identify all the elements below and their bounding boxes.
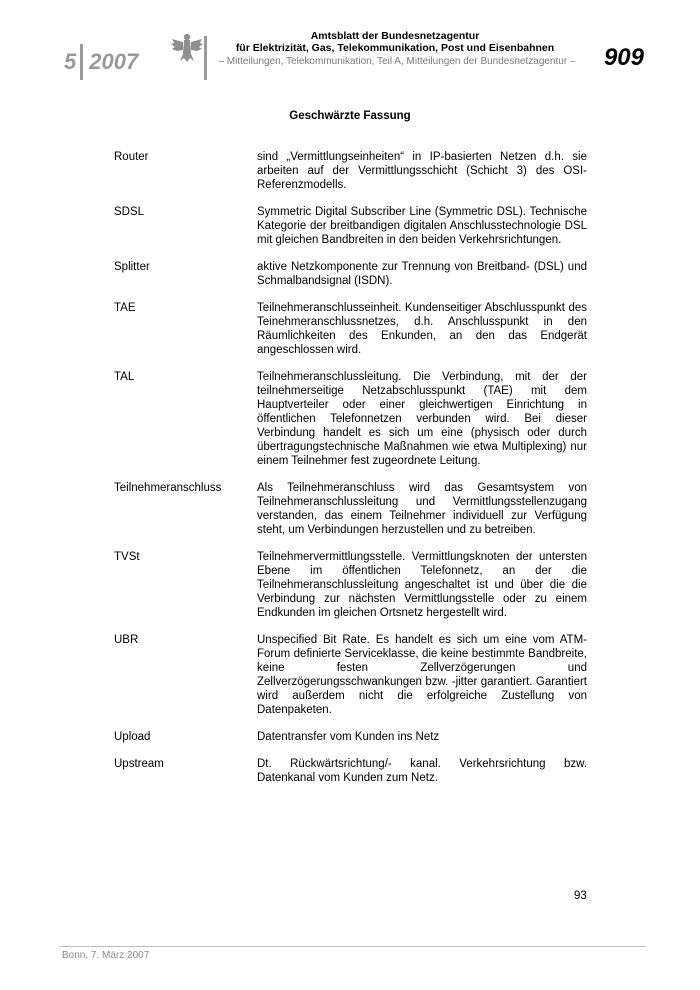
glossary-entry (114, 633, 590, 717)
glossary-definition: Teilnehmervermittlungsstelle. Vermittlungsknoten der untersten Ebene im öffentlichen Telefonnetz, an der die Teilnehmeranschlussleitung angeschaltet ist und über die die Verbindung zur nächsten Vermittlungsstelle oder zu einem Endkunden im gleichen Ortsnetz hergestellt wird. (257, 551, 587, 619)
glossary-definition: Dt. Rückwärtsrichtung/- kanal. Verkehrsrichtung bzw. Datenkanal vom Kunden zum Netz. (257, 758, 587, 784)
footer-place-date: Bonn, 7. März 2007 (62, 950, 150, 961)
federal-eagle-icon (170, 30, 204, 64)
glossary-definition: sind „Vermittlungseinheiten“ in IP-basierten Netzen d.h. sie arbeiten auf der Vermittlungsschicht (Schicht 3) des OSI-Referenzmodells. (257, 151, 587, 191)
issue-label (64, 44, 138, 80)
glossary-definition: Als Teilnehmeranschluss wird das Gesamtsystem von Teilnehmeranschlussleitung und Vermittlungsstellenzugang verstanden, das einem Teilnehmer individuell zur Verfügung steht, um Verbindungen herzustellen und zu betreiben. (257, 482, 587, 536)
journal-subject: für Elektrizität, Gas, Telekommunikation, Post und Eisenbahnen (235, 42, 555, 54)
glossary-term: Teilnehmeranschluss (114, 482, 222, 494)
glossary-definition: aktive Netzkomponente zur Trennung von Breitband- (DSL) und Schmalbandsignal (ISDN). (257, 261, 587, 287)
glossary-term: TAE (114, 302, 136, 314)
glossary-list (114, 150, 590, 798)
glossary-entry (114, 150, 590, 192)
journal-page-number: 909 (603, 44, 644, 71)
glossary-entry (114, 757, 590, 785)
glossary-definition: Teilnehmeranschlussleitung. Die Verbindung, mit der der teilnehmerseitige Netzabschlusspunkt (TAE) mit dem Hauptverteiler oder einer gleichwertigen Einrichtung in öffentlichen Telefonnetzen verbunden wird. Bei dieser Verbindung handelt es sich um eine (physisch oder durch übertragungstechnische Maßnahmen wie etwa Multiplexing) nur einem Teilnehmer fest zugeordnete Leitung. (257, 371, 587, 467)
journal-title: Amtsblatt der Bundesnetzagentur (310, 30, 480, 42)
glossary-term: UBR (114, 634, 139, 646)
issue-number: 5 (64, 49, 77, 74)
glossary-definition: Unspecified Bit Rate. Es handelt es sich um eine vom ATM-Forum definierte Serviceklasse, die keine bestimmte Bandbreite, keine festen Zellverzögerungen und Zellverzögerungsschwankungen bzw. -jitter garantiert. Garantiert wird außerdem nicht die erfolgreiche Zustellung von Datenpaketen. (257, 634, 587, 716)
glossary-entry (114, 260, 590, 288)
glossary-entry (114, 550, 590, 620)
glossary-term: Router (114, 151, 149, 163)
issue-year: 2007 (89, 49, 139, 74)
journal-section: – Mitteilungen, Telekommunikation, Teil A, Mitteilungen der Bundesnetzagentur – (218, 56, 576, 67)
glossary-entry (114, 301, 590, 357)
document-page-number: 93 (574, 890, 587, 902)
glossary-entry (114, 370, 590, 468)
glossary-term: Upstream (114, 758, 164, 770)
glossary-definition: Symmetric Digital Subscriber Line (Symmetric DSL). Technische Kategorie der breitbandigen digitalen Anschlusstechnologie DSL mit gleichen Bandbreiten in den beiden Verkehrsrichtungen. (257, 206, 587, 246)
glossary-definition: Teilnehmeranschlusseinheit. Kundenseitiger Abschlusspunkt des Teinehmeranschlussnetzes, d.h. Anschlusspunkt in den Räumlichkeiten des Enkunden, an den das Endgerät angeschlossen wird. (257, 302, 587, 356)
glossary-term: Upload (114, 731, 151, 743)
glossary-term: TVSt (114, 551, 140, 563)
glossary-term: TAL (114, 371, 135, 383)
glossary-definition: Datentransfer vom Kunden ins Netz (257, 731, 440, 743)
glossary-entry (114, 205, 590, 247)
glossary-term: Splitter (114, 261, 150, 273)
glossary-entry (114, 481, 590, 537)
glossary-term: SDSL (114, 206, 145, 218)
section-heading: Geschwärzte Fassung (289, 110, 411, 122)
header-divider (204, 36, 207, 80)
glossary-entry (114, 730, 590, 744)
footer-divider (60, 946, 646, 947)
issue-separator (80, 44, 83, 80)
